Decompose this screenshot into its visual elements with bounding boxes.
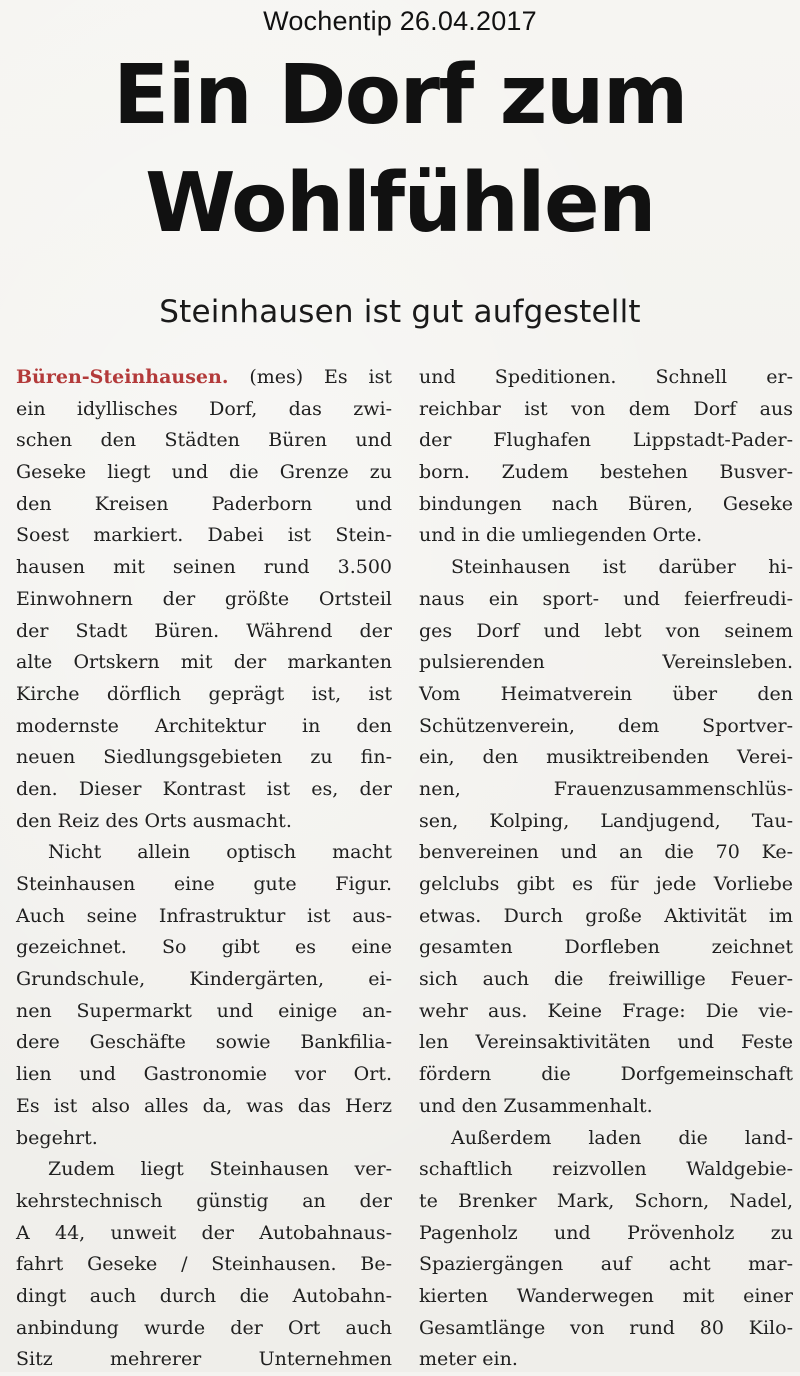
article-line: Steinhausen ist darüber hi- [451, 556, 793, 579]
article-line: und in die umliegenden Orte. [419, 524, 703, 547]
article-column-left [16, 362, 392, 1376]
article-line: ein idyllisches Dorf, das zwi- [16, 397, 392, 420]
article-line: pulsierenden Vereinsleben. [419, 651, 793, 674]
article-line: schen den Städten Büren und [16, 429, 392, 452]
article-line: ein, den musiktreibenden Verei- [419, 746, 793, 769]
article-line: reichbar ist von dem Dorf aus [419, 397, 793, 420]
article-line: ges Dorf und lebt von seinem [419, 619, 793, 642]
article-line: gesamten Dorfleben zeichnet [419, 936, 793, 959]
article-line: anbindung wurde der Ort auch [16, 1316, 392, 1339]
article-line: Sitz mehrerer Unternehmen [16, 1348, 392, 1371]
article-line: Steinhausen eine gute Figur. [16, 873, 392, 895]
article-line: Soest markiert. Dabei ist Stein- [16, 524, 392, 547]
article-line: sen, Kolping, Landjugend, Tau- [419, 809, 793, 832]
article-line: modernste Architektur in den [16, 714, 392, 737]
headline [0, 42, 800, 258]
article-line: naus ein sport- und feierfreudi- [419, 587, 793, 610]
article-line: nen Supermarkt und einige an- [16, 999, 392, 1022]
article-line: gezeichnet. So gibt es eine [16, 936, 392, 959]
article-line: lien und Gastronomie vor Ort. [16, 1063, 392, 1086]
article-line: Gesamtlänge von rund 80 Kilo- [419, 1316, 793, 1339]
article-line: schaftlich reizvollen Waldgebie- [419, 1158, 793, 1181]
article-line: Einwohnern der größte Ortsteil [16, 587, 392, 610]
article-line: Zudem liegt Steinhausen ver- [48, 1158, 392, 1181]
article-line: gelclubs gibt es für jede Vorliebe [419, 873, 793, 895]
article-line: dere Geschäfte sowie Bankfilia- [16, 1031, 392, 1054]
article-line: alte Ortskern mit der markanten [16, 651, 392, 674]
article-line: fördern die Dorfgemeinschaft [419, 1063, 793, 1086]
article-line: den Reiz des Orts ausmacht. [16, 809, 292, 832]
article-line: fahrt Geseke / Steinhausen. Be- [16, 1253, 392, 1276]
article-line: benvereinen und an die 70 Ke- [419, 841, 793, 864]
article-line: te Brenker Mark, Schorn, Nadel, [419, 1189, 793, 1212]
article-column-right [419, 362, 793, 1376]
article-line: wehr aus. Keine Frage: Die vie- [419, 999, 793, 1022]
article-line: Außerdem laden die land- [451, 1126, 793, 1149]
article-line: kierten Wanderwegen mit einer [419, 1284, 793, 1307]
article-line: nen, Frauenzusammenschlüs- [419, 777, 793, 800]
article-line: und den Zusammenhalt. [419, 1094, 653, 1117]
article-line: Kirche dörflich geprägt ist, ist [16, 682, 392, 705]
article-line: etwas. Durch große Aktivität im [419, 904, 793, 927]
dateline: Büren-Steinhausen. [16, 366, 229, 388]
article-line: hausen mit seinen rund 3.500 [16, 556, 392, 579]
article-line: der Stadt Büren. Während der [16, 619, 392, 642]
article-line: und Speditionen. Schnell er- [419, 366, 793, 388]
article-line: Vom Heimatverein über den [419, 682, 793, 705]
article-line: Spaziergängen auf acht mar- [419, 1253, 793, 1276]
article-line: Auch seine Infrastruktur ist aus- [16, 904, 392, 927]
article-line [16, 362, 392, 394]
article-line: der Flughafen Lippstadt-Pader- [419, 429, 793, 452]
article-line: Nicht allein optisch macht [48, 841, 392, 864]
article-line: den. Dieser Kontrast ist es, der [16, 777, 392, 800]
article-line: Geseke liegt und die Grenze zu [16, 461, 392, 484]
article-line: meter ein. [419, 1348, 518, 1371]
article-line: Es ist also alles da, was das Herz [16, 1094, 392, 1117]
article-line: den Kreisen Paderborn und [16, 492, 392, 515]
article-line: dingt auch durch die Autobahn- [16, 1284, 392, 1307]
headline-line-2: Wohlfühlen [145, 156, 655, 251]
article-line: Schützenverein, dem Sportver- [419, 714, 793, 737]
source-date-line: Wochentip 26.04.2017 [263, 6, 537, 36]
article-line: len Vereinsaktivitäten und Feste [419, 1031, 793, 1054]
article-line: sich auch die freiwillige Feuer- [419, 968, 793, 991]
article-line: born. Zudem bestehen Busver- [419, 461, 793, 484]
article-line: Grundschule, Kindergärten, ei- [16, 968, 392, 991]
article-line: bindungen nach Büren, Geseke [419, 492, 793, 515]
article-line: neuen Siedlungsgebieten zu fin- [16, 746, 392, 769]
article-line: A 44, unweit der Autobahnaus- [16, 1221, 392, 1244]
article-line: Pagenholz und Prövenholz zu [419, 1221, 793, 1244]
headline-line-1: Ein Dorf zum [113, 48, 687, 143]
article-line-text: (mes) Es ist [228, 366, 392, 388]
subheadline: Steinhausen ist gut aufgestellt [159, 294, 641, 330]
article-line: begehrt. [16, 1126, 98, 1149]
article-line: kehrstechnisch günstig an der [16, 1189, 392, 1212]
